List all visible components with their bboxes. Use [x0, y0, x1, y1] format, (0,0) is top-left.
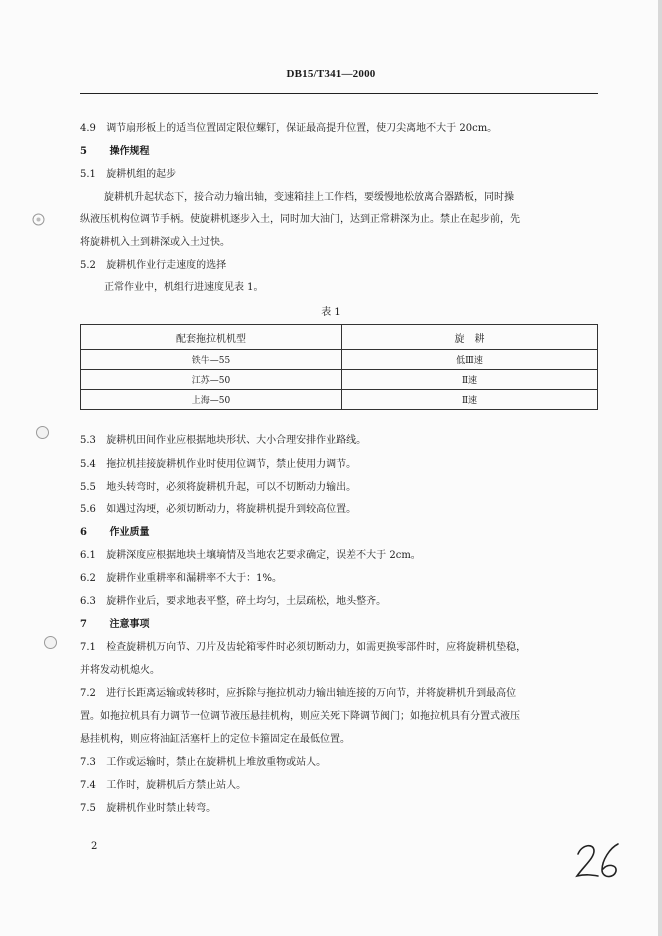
- table-cell: Ⅱ速: [342, 390, 598, 410]
- section-number: 7: [80, 619, 87, 630]
- table-cell: 铁牛—55: [81, 350, 342, 370]
- section-7-heading: [80, 618, 149, 632]
- paragraph-line: 正常作业中，机组行进速度见表 1。: [104, 282, 264, 293]
- clause-6-3: [80, 595, 386, 609]
- header-rule: [80, 93, 598, 94]
- paragraph-line: 旋耕机升起状态下，接合动力输出轴，变速箱挂上工作档，要缓慢地松放离合器踏板，同时操: [104, 192, 514, 203]
- clause-number: 5.1: [80, 169, 96, 180]
- clause-number: 6.3: [80, 596, 96, 607]
- table-header-row: [81, 325, 598, 350]
- table-cell: 上海—50: [81, 390, 342, 410]
- clause-5-5: [80, 481, 356, 495]
- table-cell: 低Ⅲ速: [342, 350, 598, 370]
- section-6-heading: [80, 526, 149, 540]
- section-title: 操作规程: [109, 146, 150, 157]
- paragraph-line: 将旋耕机入土到耕深或入土过快。: [80, 237, 230, 248]
- clause-text: 旋耕作业重耕率和漏耕率不大于：1%。: [106, 573, 283, 584]
- clause-5-6: [80, 503, 356, 517]
- table-row: [81, 350, 598, 370]
- clause-text: 检查旋耕机万向节、刀片及齿轮箱零件时必须切断动力，如需更换零部件时，应将旋耕机垫稳，: [106, 642, 527, 653]
- clause-text: 如遇过沟埂，必须切断动力，将旋耕机提升到较高位置。: [106, 504, 357, 515]
- clause-7-5: [80, 802, 216, 816]
- paragraph-line: 悬挂机构，则应将油缸活塞杆上的定位卡箍固定在最低位置。: [80, 734, 350, 745]
- table-row: [81, 370, 598, 390]
- clause-text: 调节扇形板上的适当位置固定限位螺钉，保证最高提升位置，使刀尖离地不大于 20cm。: [106, 123, 498, 134]
- clause-7-3: [80, 756, 326, 770]
- table-cell: Ⅱ速: [342, 370, 598, 390]
- binder-ring-mark: [32, 213, 45, 226]
- clause-text: 拖拉机挂接旋耕机作业时使用位调节，禁止使用力调节。: [106, 459, 357, 470]
- clause-number: 5.3: [80, 435, 96, 446]
- clause-5-2-heading: [80, 259, 226, 273]
- clause-number: 6.2: [80, 573, 96, 584]
- page-number: 2: [91, 841, 98, 852]
- section-5-heading: [80, 145, 149, 159]
- scan-edge-shadow: [658, 0, 662, 936]
- clause-number: 7.2: [80, 688, 96, 699]
- clause-number: 5.6: [80, 504, 96, 515]
- clause-text: 旋耕深度应根据地块土壤墒情及当地农艺要求确定，误差不大于 2cm。: [106, 550, 421, 561]
- section-title: 作业质量: [109, 527, 150, 538]
- clause-text: 工作或运输时，禁止在旋耕机上堆放重物或站人。: [106, 757, 327, 768]
- clause-6-1: [80, 549, 421, 563]
- table-1: [80, 324, 598, 410]
- column-header: 旋 耕: [342, 325, 598, 350]
- clause-number: 5.4: [80, 459, 96, 470]
- paragraph-line: 并将发动机熄火。: [80, 665, 160, 676]
- clause-number: 4.9: [80, 123, 96, 134]
- clause-text: 旋耕作业后，要求地表平整，碎土均匀，土层疏松，地头整齐。: [106, 596, 387, 607]
- clause-number: 5.2: [80, 260, 96, 271]
- clause-text: 进行长距离运输或转移时，应拆除与拖拉机动力输出轴连接的万向节，并将旋耕机升到最高位: [106, 688, 517, 699]
- clause-number: 7.5: [80, 803, 96, 814]
- table-caption: 表 1: [321, 307, 341, 318]
- clause-4-9: [80, 122, 497, 136]
- clause-text: 旋耕机田间作业应根据地块形状、大小合理安排作业路线。: [106, 435, 367, 446]
- clause-text: 工作时，旋耕机后方禁止站人。: [106, 780, 247, 791]
- clause-title: 旋耕机组的起步: [106, 169, 177, 180]
- clause-number: 7.4: [80, 780, 96, 791]
- paragraph-line: 置。如拖拉机具有力调节一位调节液压悬挂机构，则应关死下降调节阀门；如拖拉机具有分置式液压: [80, 711, 520, 722]
- punch-hole-mark: [44, 636, 57, 649]
- section-number: 5: [80, 146, 87, 157]
- handwritten-number: [574, 838, 624, 882]
- paragraph-line: 纵液压机构位调节手柄。使旋耕机逐步入土，同时加大油门，达到正常耕深为止。禁止在起步前，先: [80, 214, 520, 225]
- clause-number: 6.1: [80, 550, 96, 561]
- table-cell: 江苏—50: [81, 370, 342, 390]
- section-number: 6: [80, 527, 87, 538]
- table-row: [81, 390, 598, 410]
- clause-7-1: [80, 641, 526, 655]
- section-title: 注意事项: [109, 619, 150, 630]
- clause-5-4: [80, 458, 356, 472]
- clause-number: 7.1: [80, 642, 96, 653]
- clause-title: 旋耕机作业行走速度的选择: [106, 260, 227, 271]
- punch-hole-mark: [36, 426, 49, 439]
- clause-5-3: [80, 434, 366, 448]
- clause-text: 地头转弯时，必须将旋耕机升起，可以不切断动力输出。: [106, 482, 357, 493]
- clause-6-2: [80, 572, 282, 586]
- column-header: 配套拖拉机机型: [81, 325, 342, 350]
- clause-number: 7.3: [80, 757, 96, 768]
- clause-number: 5.5: [80, 482, 96, 493]
- standard-code: DB15/T341—2000: [286, 68, 376, 80]
- clause-5-1-heading: [80, 168, 176, 182]
- clause-text: 旋耕机作业时禁止转弯。: [106, 803, 217, 814]
- clause-7-2: [80, 687, 516, 701]
- clause-7-4: [80, 779, 246, 793]
